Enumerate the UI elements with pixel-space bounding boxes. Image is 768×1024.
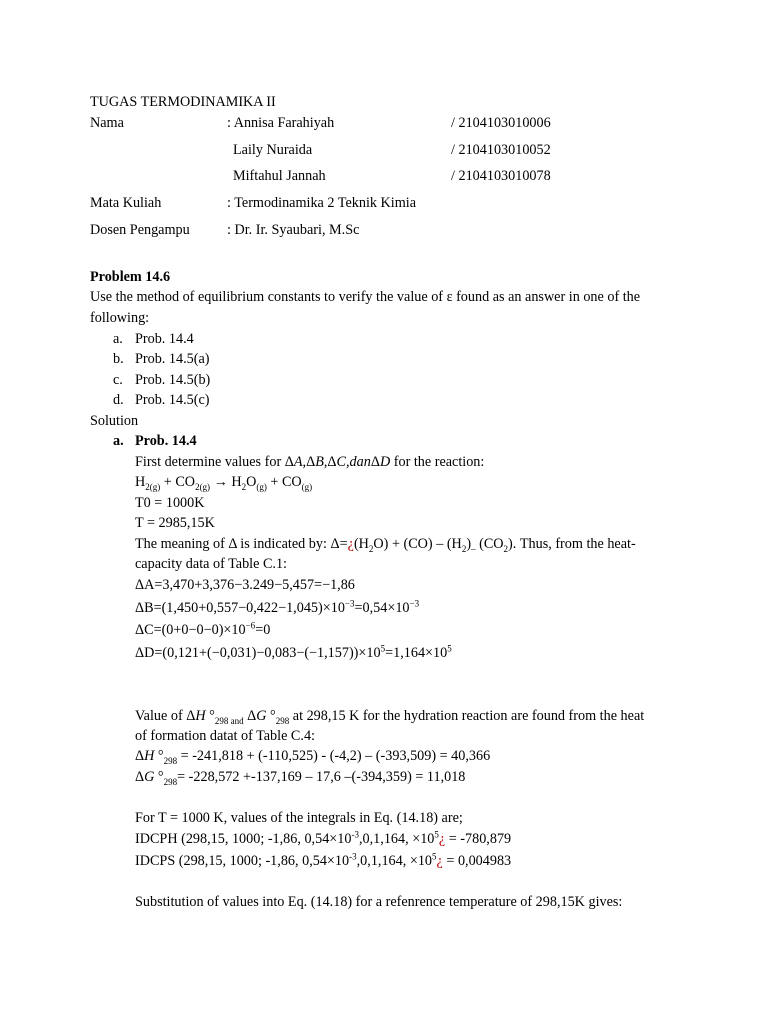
nama-label: Nama — [90, 115, 124, 131]
value-line: Value of ΔH $^\circ_{298 and}$ ΔG $^\circ_{298}$ at 298,15 K for the hydration reaction are found from the heat — [135, 708, 645, 726]
equation-delta-d: $\Delta D=(0,121+(-0,031)-0,083-(-1,157))\times 10^5=1,164\times 10^5$ — [135, 643, 452, 661]
equation-delta-b: $\Delta B=(1,450+0,557-0,422-1,045)\times 10^{-3}=0,54\times 10^{-3}$ — [135, 598, 420, 616]
problem-text-line-1: Use the method of equilibrium constants to verify the value of ε found as an answer in one of the — [90, 289, 641, 305]
student-name-3: Miftahul Jannah — [233, 168, 326, 184]
problem-text-line-2: following: — [90, 310, 150, 326]
list-marker: c. — [113, 372, 123, 388]
t0-line: T0 = 1000K — [135, 495, 205, 511]
list-marker: d. — [113, 392, 124, 408]
idcps-line: IDCPS (298,15, 1000; -1,86, $0,54\times 10^{-3},0,1,164$, $\times 10^5¿ = 0,004983$ — [135, 851, 512, 869]
student-id-1: / 2104103010006 — [451, 115, 551, 131]
lecturer-label: Dosen Pengampu — [90, 222, 190, 238]
first-determine-line: First determine values for ΔA,ΔB,ΔC,danΔD for the reaction: — [135, 454, 485, 470]
integrals-intro: For T = 1000 K, values of the integrals in Eq. (14.18) are; — [135, 810, 463, 826]
list-item: Prob. 14.5(c) — [135, 392, 210, 408]
meaning-line: The meaning of Δ is indicated by: $\Delta=¿(H_2O) + (CO) - (H_2)_-$ $(CO_2)$. Thus, from the heat- — [135, 536, 636, 554]
student-name-2: Laily Nuraida — [233, 142, 313, 158]
student-name-1: : Annisa Farahiyah — [227, 115, 335, 131]
substitution-line: Substitution of values into Eq. (14.18) for a refenrence temperature of 298,15K gives: — [135, 894, 623, 910]
t-line: T = 2985,15K — [135, 515, 215, 531]
list-item: Prob. 14.4 — [135, 331, 194, 347]
problem-title: Problem 14.6 — [90, 269, 171, 285]
idcph-line: IDCPH (298,15, 1000; -1,86, $0,54\times 10^{-3},0,1,164$, $\times 10^5¿ = -780,879$ — [135, 829, 512, 847]
part-title: Prob. 14.4 — [135, 433, 197, 449]
course-value: : Termodinamika 2 Teknik Kimia — [227, 195, 416, 211]
solution-label: Solution — [90, 413, 139, 429]
delta-g-line: ΔG $^\circ_{298}= -228,572 +-137,169 - 17,6$ –(-394,359) = 11,018 — [135, 769, 466, 787]
value-line-2: of formation datat of Table C.4: — [135, 728, 315, 744]
delta-h-line: ΔH $^\circ_{298} = -241,818 + (-110,525) - (-4,2) - (-393,509) = 40,366$ — [135, 748, 491, 766]
list-item: Prob. 14.5(a) — [135, 351, 210, 367]
list-marker: b. — [113, 351, 124, 367]
equation-delta-a: ΔA=3,470+3,376−3.249−5,457=−1,86 — [135, 577, 355, 593]
meaning-line-2: capacity data of Table C.1: — [135, 556, 287, 572]
course-label: Mata Kuliah — [90, 195, 162, 211]
list-item: Prob. 14.5(b) — [135, 372, 211, 388]
equation-delta-c: $\Delta C=(0+0-0-0)\times 10^{-6}=0$ — [135, 620, 271, 638]
lecturer-value: : Dr. Ir. Syaubari, M.Sc — [227, 222, 360, 238]
student-id-3: / 2104103010078 — [451, 168, 551, 184]
student-id-2: / 2104103010052 — [451, 142, 551, 158]
part-marker: a. — [113, 433, 124, 449]
document-title: TUGAS TERMODINAMIKA II — [90, 94, 276, 110]
reaction-equation: $H_{2(g)} + CO_{2(g)} \to H_2O_{(g)} + CO_{(g)}$ — [135, 474, 313, 492]
list-marker: a. — [113, 331, 123, 347]
